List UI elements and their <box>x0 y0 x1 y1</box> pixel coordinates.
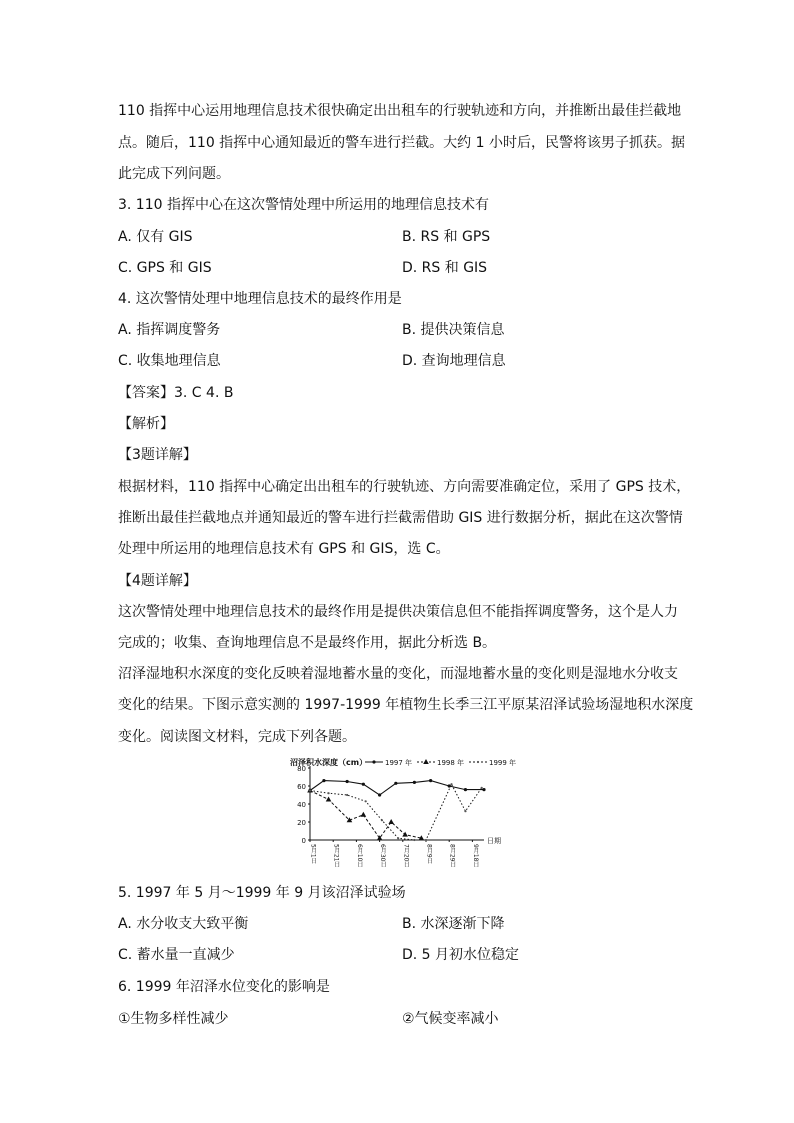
detail-4-line-2: 完成的；收集、查询地理信息不是最终作用，据此分析选 B。 <box>118 635 497 651</box>
question-6-option-2: ②气候变率减小 <box>402 1011 499 1027</box>
series-0-point-3 <box>362 783 365 786</box>
series-0-point-2 <box>346 780 349 783</box>
legend-marker-1 <box>423 759 429 764</box>
question-4-option-d: D. 查询地理信息 <box>402 353 506 369</box>
x-tick-label-0: 5月1日 <box>309 844 317 864</box>
chart-title: 沼泽积水深度（cm） <box>290 758 368 767</box>
series-2-point-0 <box>309 789 311 791</box>
detail-4-line-1: 这次警情处理中地理信息技术的最终作用是提供决策信息但不能指挥调度警务，这个是人力 <box>118 604 678 620</box>
wetland-line-3: 变化。阅读图文材料，完成下列各题。 <box>118 729 356 745</box>
wetland-line-1: 沼泽湿地积水深度的变化反映着湿地蓄水量的变化，而湿地蓄水量的变化则是湿地水分收支 <box>118 666 678 682</box>
series-line-1 <box>310 791 421 839</box>
x-tick-label-3: 6月30日 <box>379 844 387 868</box>
series-0-point-6 <box>413 781 416 784</box>
chart-svg <box>290 752 517 878</box>
series-2-point-2 <box>346 794 348 796</box>
question-4-stem: 4. 这次警情处理中地理信息技术的最终作用是 <box>118 291 402 307</box>
legend-marker-2 <box>477 761 479 763</box>
x-tick-label-2: 6月10日 <box>355 844 363 868</box>
series-0-point-4 <box>378 793 381 796</box>
legend-label-1: 1998 年 <box>437 759 465 767</box>
series-1-point-6 <box>402 832 408 837</box>
series-0-point-10 <box>482 788 485 791</box>
series-2-point-7 <box>425 839 427 841</box>
series-2-point-9 <box>464 810 466 812</box>
question-3-option-d: D. RS 和 GIS <box>402 260 488 276</box>
series-0-point-5 <box>394 782 397 785</box>
water-depth-chart <box>290 752 517 878</box>
x-tick-label-4: 7月20日 <box>402 844 410 868</box>
series-2-point-8 <box>450 783 452 785</box>
series-line-2 <box>310 784 482 840</box>
series-0-point-7 <box>429 779 432 782</box>
series-0-point-1 <box>322 779 325 782</box>
intro-line-3: 此完成下列问题。 <box>118 166 230 182</box>
question-5-option-a: A. 水分收支大致平衡 <box>118 916 249 932</box>
x-tick-label-7: 9月18日 <box>471 844 479 868</box>
series-2-point-1 <box>327 792 329 794</box>
y-tick-label-2: 40 <box>297 801 306 809</box>
x-axis-label: 日期 <box>487 837 501 845</box>
legend-label-2: 1999 年 <box>489 759 517 767</box>
series-1-point-5 <box>388 819 394 824</box>
series-2-point-4 <box>381 819 383 821</box>
intro-line-1: 110 指挥中心运用地理信息技术很快确定出出租车的行驶轨迹和方向，并推断出最佳拦截地 <box>118 103 682 119</box>
question-5-option-b: B. 水深逐渐下降 <box>402 916 505 932</box>
question-3-option-c: C. GPS 和 GIS <box>118 260 212 276</box>
question-5-stem: 5. 1997 年 5 月～1999 年 9 月该沼泽试验场 <box>118 885 406 901</box>
series-1-point-3 <box>361 812 367 817</box>
y-tick-label-0: 0 <box>301 837 306 845</box>
detail-4-title: 【4题详解】 <box>118 573 197 589</box>
x-tick-label-1: 5月21日 <box>332 844 340 868</box>
question-3-stem: 3. 110 指挥中心在这次警情处理中所运用的地理信息技术有 <box>118 197 489 213</box>
series-2-point-3 <box>365 800 367 802</box>
detail-3-line-2: 推断出最佳拦截地点并通知最近的警车进行拦截需借助 GIS 进行数据分析，据此在这次警情 <box>118 510 683 526</box>
question-5-option-c: C. 蓄水量一直减少 <box>118 947 235 963</box>
detail-3-line-3: 处理中所运用的地理信息技术有 GPS 和 GIS，选 C。 <box>118 541 450 557</box>
question-6-stem: 6. 1999 年沼泽水位变化的影响是 <box>118 979 330 995</box>
x-tick-label-5: 8月9日 <box>425 844 433 864</box>
question-5-option-d: D. 5 月初水位稳定 <box>402 947 520 963</box>
y-tick-label-3: 60 <box>297 783 306 791</box>
answer-line: 【答案】3. C 4. B <box>118 385 234 401</box>
legend-marker-0 <box>372 760 375 763</box>
legend-label-0: 1997 年 <box>385 759 413 767</box>
series-2-point-5 <box>397 837 399 839</box>
analysis-title: 【解析】 <box>118 416 174 432</box>
detail-3-line-1: 根据材料，110 指挥中心确定出出租车的行驶轨迹、方向需要准确定位，采用了 GPS 技术， <box>118 479 691 495</box>
question-4-option-a: A. 指挥调度警务 <box>118 322 221 338</box>
y-tick-label-4: 80 <box>297 765 306 773</box>
series-1-point-1 <box>326 797 332 802</box>
question-3-option-b: B. RS 和 GPS <box>402 229 491 245</box>
question-4-option-c: C. 收集地理信息 <box>118 353 221 369</box>
question-6-option-1: ①生物多样性减少 <box>118 1011 229 1027</box>
wetland-line-2: 变化的结果。下图示意实测的 1997-1999 年植物生长季三江平原某沼泽试验场湿地积水深度 <box>118 697 694 713</box>
y-tick-label-1: 20 <box>297 819 306 827</box>
intro-line-2: 点。随后，110 指挥中心通知最近的警车进行拦截。大约 1 小时后，民警将该男子抓获。据 <box>118 135 685 151</box>
detail-3-title: 【3题详解】 <box>118 447 197 463</box>
series-0-point-9 <box>464 788 467 791</box>
series-2-point-6 <box>413 839 415 841</box>
question-4-option-b: B. 提供决策信息 <box>402 322 505 338</box>
question-3-option-a: A. 仅有 GIS <box>118 229 193 245</box>
series-2-point-10 <box>481 787 483 789</box>
x-tick-label-6: 8月29日 <box>448 844 456 868</box>
